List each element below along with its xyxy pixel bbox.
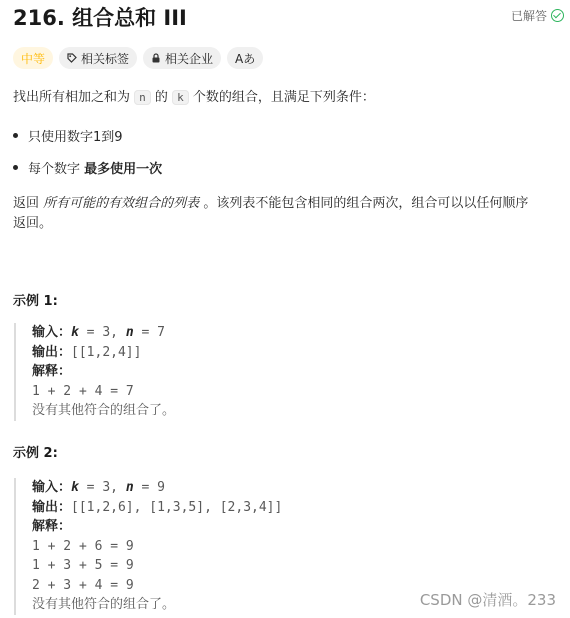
var-n: n bbox=[125, 325, 134, 340]
example-note: 没有其他符合的组合了。 bbox=[32, 597, 176, 612]
var-k: k bbox=[71, 480, 79, 495]
example-1-title: 示例 1: bbox=[13, 294, 58, 309]
explain-label: 解释： bbox=[32, 364, 72, 379]
lock-icon bbox=[151, 53, 161, 63]
inline-code-k: k bbox=[172, 90, 189, 105]
list-item bbox=[13, 126, 123, 145]
output-value: [[1,2,6], [1,3,5], [2,3,4]] bbox=[71, 499, 283, 515]
problem-intro bbox=[13, 88, 375, 108]
return-description-line2: 返回。 bbox=[13, 216, 53, 231]
solved-status bbox=[511, 7, 564, 24]
tag-icon bbox=[67, 53, 77, 63]
watermark: CSDN @清酒。233 bbox=[419, 591, 556, 609]
list-item bbox=[13, 158, 162, 177]
difficulty-badge[interactable]: 中等 bbox=[13, 47, 53, 69]
return-text: 。该列表不能包含相同的组合两次，组合可以以任何顺序 bbox=[203, 196, 529, 211]
bullet-dot bbox=[13, 165, 18, 170]
bullet-dot bbox=[13, 133, 18, 138]
k-value: = 3, bbox=[78, 325, 126, 340]
example-explain bbox=[32, 362, 175, 382]
input-label: 输入： bbox=[32, 325, 72, 340]
page-title: 216. 组合总和 III bbox=[13, 6, 187, 30]
example-output bbox=[32, 343, 175, 363]
k-value: = 3, bbox=[78, 480, 126, 495]
explain-line: 2 + 3 + 4 = 9 bbox=[32, 577, 134, 593]
translate-button[interactable] bbox=[227, 47, 263, 69]
explain-line: 1 + 2 + 6 = 9 bbox=[32, 538, 134, 554]
bullet-text: 只使用数字1到9 bbox=[28, 130, 123, 145]
translate-icon: Aあ bbox=[235, 51, 256, 66]
var-k: k bbox=[71, 325, 79, 340]
example-input bbox=[32, 323, 175, 343]
n-value: = 9 bbox=[133, 480, 165, 495]
related-companies-label: 相关企业 bbox=[165, 51, 214, 66]
input-label: 输入： bbox=[32, 480, 72, 495]
intro-text: 的 bbox=[154, 90, 168, 105]
return-description bbox=[13, 194, 528, 214]
solved-label: 已解答 bbox=[510, 9, 547, 23]
example-note: 没有其他符合的组合了。 bbox=[32, 403, 176, 418]
example-input bbox=[32, 478, 282, 498]
example-explain bbox=[32, 517, 282, 537]
output-label: 输出： bbox=[32, 344, 72, 360]
return-text: 返回 bbox=[13, 196, 40, 211]
example-output bbox=[32, 498, 282, 518]
output-value: [[1,2,4]] bbox=[71, 344, 142, 360]
return-italic-text: 所有可能的有效组合的列表 bbox=[43, 196, 200, 211]
related-tags-button[interactable] bbox=[59, 47, 137, 69]
related-companies-button[interactable] bbox=[143, 47, 221, 69]
tag-bar bbox=[13, 47, 263, 69]
related-tags-label: 相关标签 bbox=[81, 51, 130, 66]
inline-code-n: n bbox=[134, 90, 151, 105]
example-1-block bbox=[14, 323, 175, 421]
problem-header bbox=[13, 4, 564, 34]
explain-line: 1 + 2 + 4 = 7 bbox=[32, 383, 134, 399]
output-label: 输出： bbox=[32, 499, 72, 515]
explain-label: 解释： bbox=[32, 519, 72, 534]
bullet-text: 每个数字 bbox=[28, 162, 85, 177]
bullet-bold: 最多使用一次 bbox=[84, 162, 163, 177]
n-value: = 7 bbox=[133, 325, 165, 340]
example-2-title: 示例 2: bbox=[13, 446, 58, 461]
check-circle-icon bbox=[551, 9, 564, 22]
explain-line: 1 + 3 + 5 = 9 bbox=[32, 558, 134, 573]
intro-text: 个数的组合，且满足下列条件： bbox=[192, 90, 375, 105]
var-n: n bbox=[125, 480, 134, 495]
intro-text: 找出所有相加之和为 bbox=[13, 90, 131, 105]
example-2-block bbox=[14, 478, 282, 615]
